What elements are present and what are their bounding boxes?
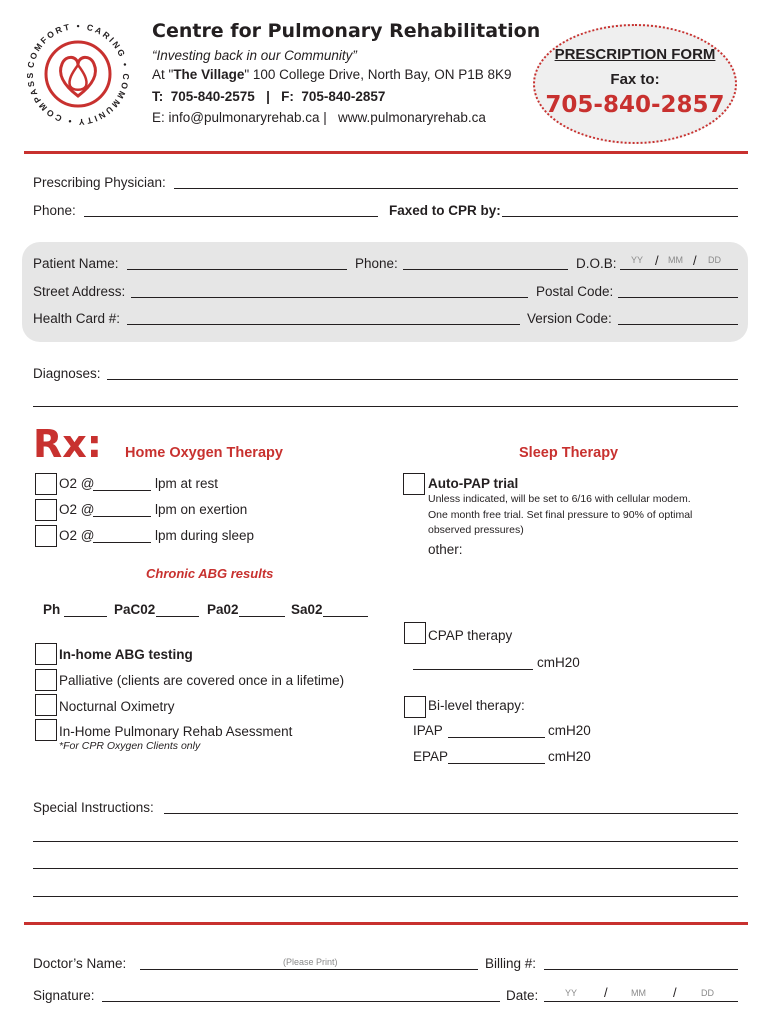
postal-code-field[interactable]	[618, 297, 738, 298]
email-web-line: E: info@pulmonaryrehab.ca | www.pulmonaryrehab.ca	[152, 110, 486, 125]
sao2-label: Sa02	[291, 602, 323, 617]
sleep-therapy-title: Sleep Therapy	[519, 445, 619, 461]
dob-sep-1: /	[655, 253, 659, 268]
dob-sep-2: /	[693, 253, 697, 268]
ipap-unit: cmH20	[548, 723, 591, 738]
autopap-note-2: One month free trial. Set final pressure to 90% of optimal	[428, 509, 693, 521]
street-address-label: Street Address:	[33, 284, 126, 299]
org-title: Centre for Pulmonary Rehabilitation	[152, 20, 541, 42]
ph-label: Ph	[43, 602, 61, 617]
ipap-field[interactable]	[448, 737, 545, 738]
date-sep-1: /	[604, 985, 608, 1000]
o2-rest-label: lpm at rest	[155, 476, 219, 491]
autopap-note-1: Unless indicated, will be set to 6/16 with cellular modem.	[428, 493, 691, 505]
address-venue: The Village	[173, 67, 245, 82]
billing-label: Billing #:	[485, 956, 537, 971]
ph-field[interactable]	[64, 616, 107, 617]
inhome-abg-label: In-home ABG testing	[59, 647, 193, 662]
date-sep-2: /	[673, 985, 677, 1000]
dob-yy-hint: YY	[631, 255, 644, 265]
badge-title: PRESCRIPTION FORM	[554, 46, 716, 63]
palliative-checkbox[interactable]	[35, 669, 57, 691]
faxed-by-field[interactable]	[502, 216, 738, 217]
o2-sleep-label: lpm during sleep	[155, 528, 255, 543]
doctor-name-field[interactable]	[140, 969, 478, 970]
faxed-by-label: Faxed to CPR by:	[389, 203, 501, 218]
paco2-label: PaC02	[114, 602, 156, 617]
footer-divider	[24, 922, 748, 925]
date-label: Date:	[506, 988, 539, 1003]
prescribing-physician-field[interactable]	[174, 188, 738, 189]
tagline: “Investing back in our Community”	[152, 48, 357, 63]
physician-phone-label: Phone:	[33, 203, 76, 218]
o2-sleep-field[interactable]	[93, 542, 151, 543]
dob-mm-hint: MM	[668, 255, 683, 265]
o2-exertion-field[interactable]	[93, 516, 151, 517]
signature-field[interactable]	[102, 1001, 500, 1002]
o2-rest-checkbox[interactable]	[35, 473, 57, 495]
patient-phone-label: Phone:	[355, 256, 398, 271]
date-dd-hint: DD	[701, 988, 714, 998]
o2-exertion-label: lpm on exertion	[155, 502, 248, 517]
paco2-field[interactable]	[156, 616, 199, 617]
nocturnal-label: Nocturnal Oximetry	[59, 699, 175, 714]
epap-field[interactable]	[448, 763, 545, 764]
abg-title: Chronic ABG results	[146, 566, 274, 581]
street-address-field[interactable]	[131, 297, 528, 298]
date-mm-hint: MM	[631, 988, 646, 998]
o2-rest-field[interactable]	[93, 490, 151, 491]
dob-field[interactable]	[620, 269, 738, 270]
special-instructions-field-2[interactable]	[33, 841, 738, 842]
version-code-label: Version Code:	[527, 311, 612, 326]
cpr-only-note: *For CPR Oxygen Clients only	[59, 740, 201, 752]
postal-code-label: Postal Code:	[536, 284, 614, 299]
svg-text:COMFORT • CARING • COMMUNITY •	[22, 18, 131, 127]
autopap-checkbox[interactable]	[403, 473, 425, 495]
autopap-label: Auto-PAP trial	[428, 476, 519, 491]
diagnoses-field-2[interactable]	[33, 406, 738, 407]
cpap-checkbox[interactable]	[404, 622, 426, 644]
pao2-field[interactable]	[239, 616, 285, 617]
health-card-label: Health Card #:	[33, 311, 121, 326]
logo	[22, 18, 134, 130]
patient-name-field[interactable]	[127, 269, 347, 270]
rx-label: Rx:	[33, 422, 102, 466]
ipap-label: IPAP	[413, 723, 443, 738]
epap-unit: cmH20	[548, 749, 591, 764]
version-code-field[interactable]	[618, 324, 738, 325]
doctor-name-label: Doctor’s Name:	[33, 956, 127, 971]
signature-label: Signature:	[33, 988, 95, 1003]
dob-dd-hint: DD	[708, 255, 721, 265]
special-instructions-label: Special Instructions:	[33, 800, 154, 815]
special-instructions-field-4[interactable]	[33, 896, 738, 897]
please-print-hint: (Please Print)	[283, 957, 338, 967]
nocturnal-checkbox[interactable]	[35, 694, 57, 716]
address-line	[152, 67, 512, 82]
o2-sleep-prefix: O2 @	[59, 528, 95, 543]
special-instructions-field-3[interactable]	[33, 868, 738, 869]
bilevel-label: Bi-level therapy:	[428, 698, 525, 713]
health-card-field[interactable]	[127, 324, 520, 325]
cpap-unit: cmH20	[537, 655, 580, 670]
header-divider	[24, 151, 748, 154]
o2-exertion-prefix: O2 @	[59, 502, 95, 517]
o2-sleep-checkbox[interactable]	[35, 525, 57, 547]
date-field[interactable]	[544, 1001, 738, 1002]
inhome-abg-checkbox[interactable]	[35, 643, 57, 665]
patient-phone-field[interactable]	[403, 269, 568, 270]
billing-field[interactable]	[544, 969, 738, 970]
epap-label: EPAP	[413, 749, 449, 764]
pao2-label: Pa02	[207, 602, 239, 617]
autopap-other-label: other:	[428, 542, 463, 557]
date-yy-hint: YY	[565, 988, 578, 998]
cpap-label: CPAP therapy	[428, 628, 513, 643]
sao2-field[interactable]	[323, 616, 368, 617]
inhome-rehab-label: In-Home Pulmonary Rehab Asessment	[59, 724, 293, 739]
physician-phone-field[interactable]	[84, 216, 378, 217]
special-instructions-field-1[interactable]	[164, 813, 738, 814]
phone-fax-line: T: 705-840-2575 | F: 705-840-2857	[152, 89, 386, 104]
badge-fax-number: 705-840-2857	[545, 92, 725, 118]
o2-rest-prefix: O2 @	[59, 476, 95, 491]
autopap-note-3: observed pressures)	[428, 524, 524, 536]
patient-name-label: Patient Name:	[33, 256, 119, 271]
address-prefix: At "	[152, 67, 174, 82]
o2-exertion-checkbox[interactable]	[35, 499, 57, 521]
inhome-rehab-checkbox[interactable]	[35, 719, 57, 741]
palliative-label: Palliative (clients are covered once in a lifetime)	[59, 673, 345, 688]
logo-icon	[22, 18, 134, 130]
badge-fax-label: Fax to:	[610, 71, 660, 88]
diagnoses-field-1[interactable]	[107, 379, 738, 380]
logo-ring-text: COMFORT • CARING • COMMUNITY • COMPASS	[24, 20, 132, 128]
prescribing-physician-label: Prescribing Physician:	[33, 175, 166, 190]
bilevel-checkbox[interactable]	[404, 696, 426, 718]
dob-label: D.O.B:	[576, 256, 617, 271]
home-oxygen-title: Home Oxygen Therapy	[125, 445, 283, 461]
diagnoses-label: Diagnoses:	[33, 366, 101, 381]
cpap-pressure-field[interactable]	[413, 669, 533, 670]
address-rest: " 100 College Drive, North Bay, ON P1B 8K9	[244, 67, 512, 82]
